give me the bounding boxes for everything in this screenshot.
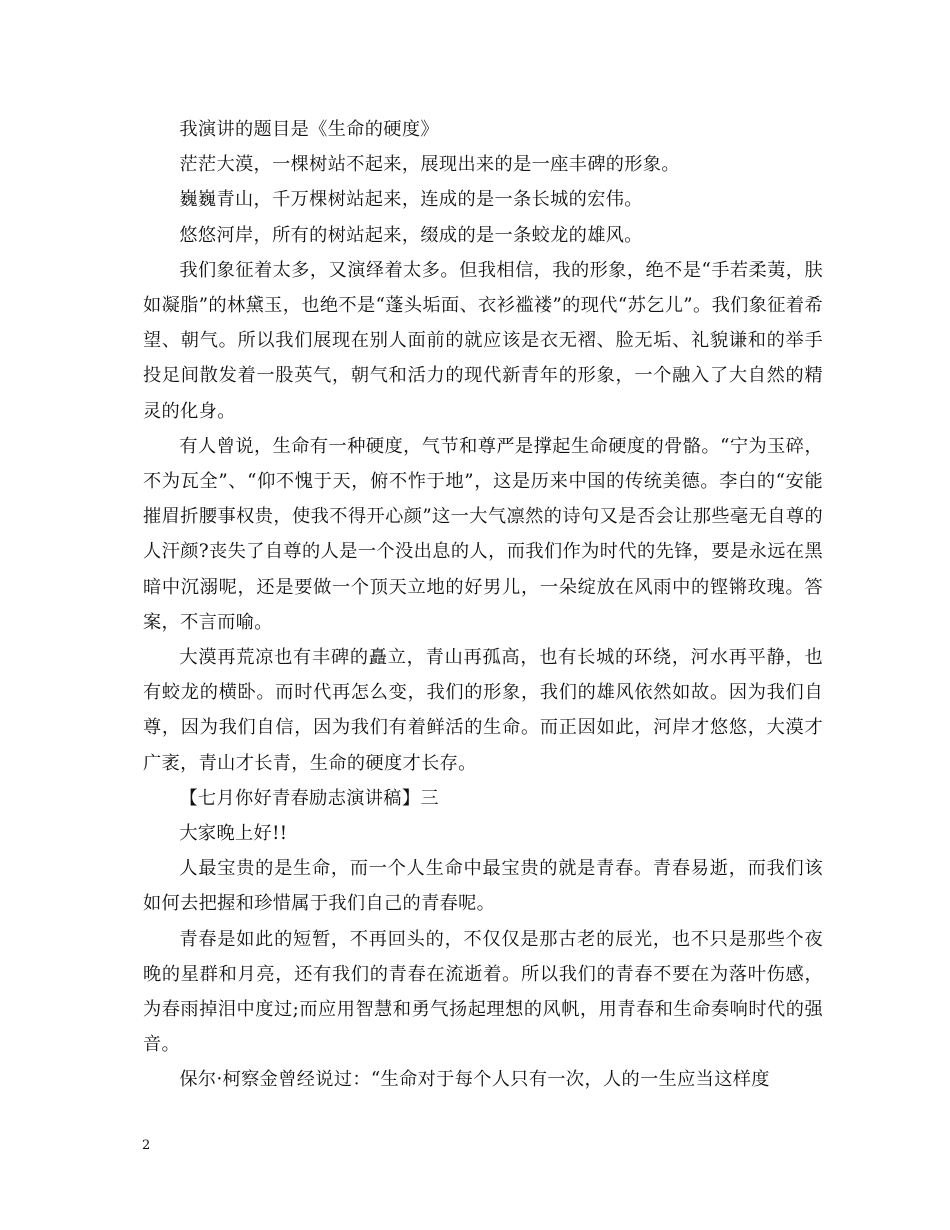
paragraph-desert-conclusion: 大漠再荒凉也有丰碑的矗立，青山再孤高，也有长城的环绕，河水再平静，也有蛟龙的横卧。而时代再怎么变，我们的形象，我们的雄风依然如故。因为我们自尊，因为我们自信，因为我们有着鲜活的生命。而正因如此，河岸才悠悠，大漠才广袤，青山才长青，生命的硬度才长存。 <box>143 647 823 774</box>
section-heading: 【七月你好青春励志演讲稿】三 <box>179 787 439 809</box>
paragraph-desert: 茫茫大漠，一棵树站不起来，展现出来的是一座丰碑的形象。 <box>179 154 680 176</box>
page-number: 2 <box>142 1138 151 1153</box>
paragraph-speech-title: 我演讲的题目是《生命的硬度》 <box>179 119 439 140</box>
document-body <box>143 112 823 1098</box>
paragraph-youth-short: 青春是如此的短暂，不再回头的，不仅仅是那古老的辰光，也不只是那些个夜晚的星群和月亮，还有我们的青春在流逝着。所以我们的青春不要在为落叶伤感，为春雨掉泪中度过;而应用智慧和勇气扬起理想的风帆，用青春和生命奏响时代的强音。 <box>143 928 823 1056</box>
paragraph-greeting: 大家晚上好!! <box>179 823 288 845</box>
paragraph-hardness: 有人曾说，生命有一种硬度，气节和尊严是撑起生命硬度的骨骼。“宁为玉碎，不为瓦全”、“仰不愧于天，俯不怍于地”，这是历来中国的传统美德。李白的“安能摧眉折腰事权贵，使我不得开心颜”这一大气凛然的诗句又是否会让那些毫无自尊的人汗颜?丧失了自尊的人是一个没出息的人，而我们作为时代的先锋，要是永远在黑暗中沉溺呢，还是要做一个顶天立地的好男儿，一朵绽放在风雨中的铿锵玫瑰。答案，不言而喻。 <box>143 435 823 633</box>
paragraph-mountain: 巍巍青山，千万棵树站起来，连成的是一条长城的宏伟。 <box>179 189 643 211</box>
paragraph-symbolism: 我们象征着太多，又演绎着太多。但我相信，我的形象，绝不是“手若柔荑，肤如凝脂”的林黛玉，也绝不是“蓬头垢面、衣衫褴褛”的现代“苏乞儿”。我们象征着希望、朝气。所以我们展现在别人面前的就应该是衣无褶、脸无垢、礼貌谦和的举手投足间散发着一股英气，朝气和活力的现代新青年的形象，一个融入了大自然的精灵的化身。 <box>143 259 823 422</box>
paragraph-youth-value: 人最宝贵的是生命，而一个人生命中最宝贵的就是青春。青春易逝，而我们该如何去把握和珍惜属于我们自己的青春呢。 <box>143 858 823 915</box>
paragraph-riverbank: 悠悠河岸，所有的树站起来，缀成的是一条蛟龙的雄风。 <box>179 224 643 246</box>
paragraph-quote-start: 保尔·柯察金曾经说过：“生命对于每个人只有一次，人的一生应当这样度 <box>179 1069 770 1091</box>
